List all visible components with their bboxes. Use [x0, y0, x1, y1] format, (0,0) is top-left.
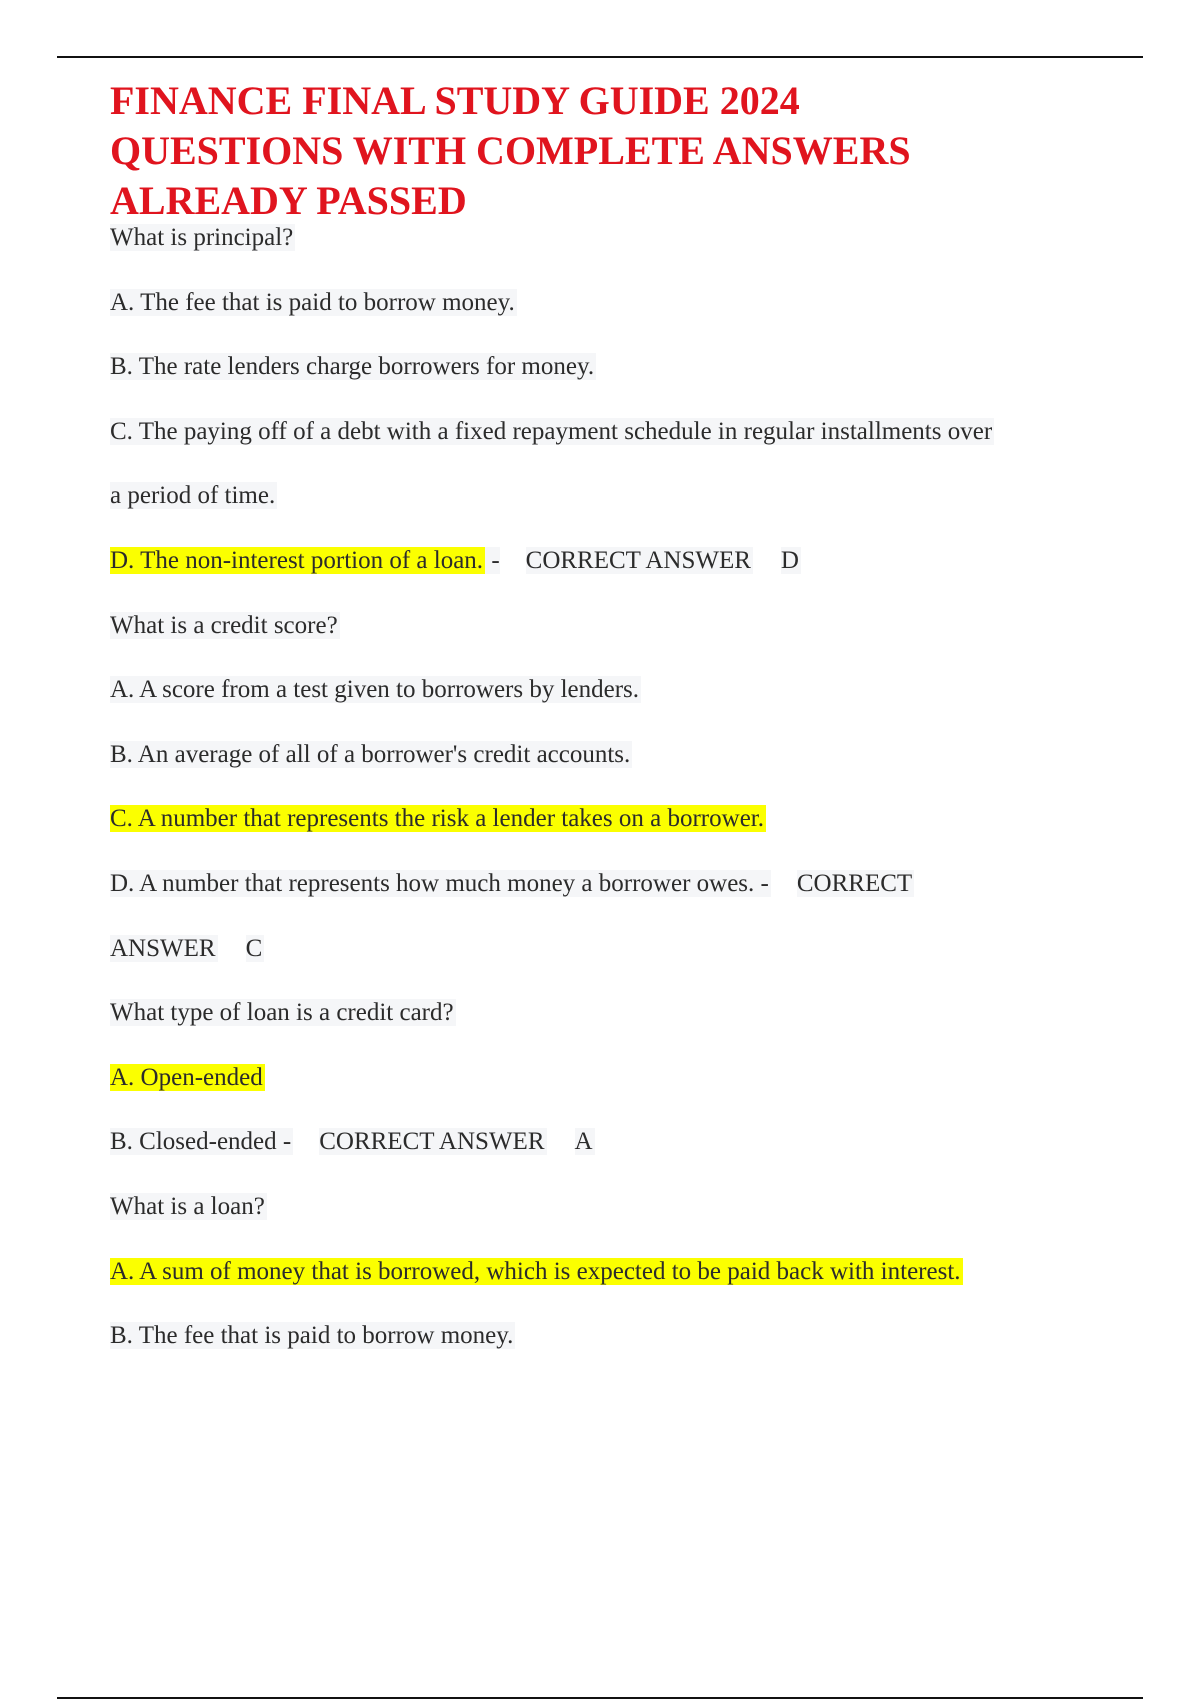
highlighted-answer: A. A sum of money that is borrowed, which is expected to be paid back with interest.	[110, 1257, 961, 1285]
question-1-option-c-continued	[110, 479, 1120, 544]
title-line-2: QUESTIONS WITH COMPLETE ANSWERS	[110, 128, 911, 173]
question-3-option-b	[110, 1125, 1120, 1190]
question-2-option-a	[110, 673, 1120, 738]
option-text: B. The rate lenders charge borrowers for money.	[110, 353, 595, 381]
correct-answer-label: CORRECT	[796, 869, 913, 897]
title-line-3: ALREADY PASSED	[110, 178, 467, 223]
highlighted-answer: D. The non-interest portion of a loan.	[110, 546, 484, 574]
question-1-option-d	[110, 544, 1120, 609]
question-3-option-a	[110, 1061, 1120, 1126]
question-1	[110, 221, 1120, 286]
question-1-option-c	[110, 415, 1120, 480]
correct-answer-label-continued: ANSWER	[110, 934, 216, 962]
question-3-text: What type of loan is a credit card?	[110, 999, 454, 1027]
question-1-option-a	[110, 286, 1120, 351]
option-text: A. The fee that is paid to borrow money.	[110, 288, 515, 316]
question-2-text: What is a credit score?	[110, 611, 338, 639]
question-2-option-d	[110, 867, 1120, 932]
question-4	[110, 1190, 1120, 1255]
answer-dash: -	[491, 546, 500, 574]
highlighted-answer: C. A number that represents the risk a lender takes on a borrower.	[110, 805, 764, 833]
question-2-option-b	[110, 738, 1120, 803]
correct-answer-letter: D	[780, 546, 799, 574]
correct-answer-label: CORRECT ANSWER	[319, 1128, 545, 1156]
question-2	[110, 609, 1120, 674]
question-2-answer	[110, 932, 1120, 997]
highlighted-answer: A. Open-ended	[110, 1063, 263, 1091]
option-text: a period of time.	[110, 482, 276, 510]
question-4-option-b	[110, 1319, 1120, 1384]
document-body	[110, 221, 1120, 1384]
option-text: B. An average of all of a borrower's credit accounts.	[110, 740, 631, 768]
option-text: B. The fee that is paid to borrow money.	[110, 1322, 514, 1350]
document-title	[110, 76, 1110, 226]
question-4-option-a	[110, 1255, 1120, 1320]
bottom-rule	[57, 1697, 1143, 1699]
title-line-1: FINANCE FINAL STUDY GUIDE 2024	[110, 78, 800, 123]
question-1-text: What is principal?	[110, 224, 294, 251]
question-1-option-b	[110, 350, 1120, 415]
option-text: A. A score from a test given to borrowers by lenders.	[110, 676, 640, 704]
question-4-text: What is a loan?	[110, 1192, 265, 1220]
correct-answer-letter: A	[574, 1128, 593, 1156]
top-rule	[57, 56, 1143, 58]
option-text: B. Closed-ended -	[110, 1128, 292, 1156]
option-text: C. The paying off of a debt with a fixed repayment schedule in regular installments over	[110, 417, 993, 445]
question-3	[110, 996, 1120, 1061]
question-2-option-c	[110, 802, 1120, 867]
option-text: D. A number that represents how much money a borrower owes. -	[110, 869, 769, 897]
correct-answer-letter: C	[245, 934, 263, 962]
correct-answer-label: CORRECT ANSWER	[525, 546, 751, 574]
